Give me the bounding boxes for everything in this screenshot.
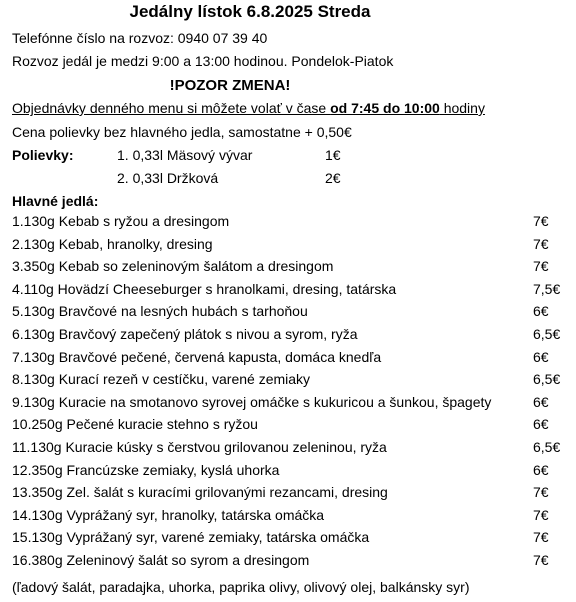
order-line-suffix: hodiny — [439, 100, 485, 116]
menu-item-name: 4.110g Hovädzí Cheeseburger s hranolkami, dresing, tatárska — [12, 280, 397, 297]
menu-item — [12, 394, 560, 416]
menu-item — [12, 349, 560, 371]
menu-item — [12, 236, 560, 258]
change-alert: !POZOR ZMENA! — [169, 77, 291, 94]
menu-item-price: 6€ — [533, 461, 549, 478]
main-dishes-label: Hlavné jedlá: — [12, 193, 99, 209]
order-line-time: od 7:45 do 10:00 — [330, 100, 440, 116]
menu-item-price: 7€ — [533, 484, 549, 501]
menu-item-price: 6,5€ — [533, 371, 561, 388]
menu-item-price: 6€ — [533, 303, 549, 320]
menu-item-name: 15.130g Vyprážaný syr, varené zemiaky, tatárska omáčka — [12, 529, 370, 546]
menu-item — [12, 462, 560, 484]
menu-item-price: 6,5€ — [533, 439, 561, 455]
menu-item — [12, 326, 560, 348]
menu-item-name: 12.350g Francúzske zemiaky, kyslá uhorka — [12, 461, 280, 478]
menu-item — [12, 213, 560, 235]
menu-item-name: 6.130g Bravčový zapečený plátok s nivou a syrom, ryža — [12, 326, 358, 342]
soup-item-price: 1€ — [325, 147, 341, 163]
menu-item — [12, 416, 560, 438]
menu-item-name: 9.130g Kuracie na smotanovo syrovej omáčke s kukuricou a šunkou, špagety — [12, 393, 492, 410]
order-line — [12, 100, 485, 116]
soups-label: Polievky: — [12, 147, 74, 163]
menu-item — [12, 507, 560, 529]
menu-item-price: 6€ — [533, 348, 549, 365]
menu-item-price: 6€ — [533, 416, 549, 433]
menu-item-price: 7€ — [533, 506, 549, 523]
menu-item-name: 14.130g Vyprážaný syr, hranolky, tatárska omáčka — [12, 506, 325, 523]
menu-item-price: 7€ — [533, 213, 549, 229]
delivery-line: Rozvoz jedál je medzi 9:00 a 13:00 hodinou. Pondelok-Piatok — [12, 53, 394, 69]
menu-item-name: 2.130g Kebab, hranolky, dresing — [12, 235, 213, 252]
phone-line: Telefónne číslo na rozvoz: 0940 07 39 40 — [12, 30, 268, 46]
soup-item-name: 1. 0,33l Mäsový vývar — [117, 147, 253, 163]
menu-item-name: 10.250g Pečené kuracie stehno s ryžou — [12, 416, 258, 433]
order-line-prefix: Objednávky denného menu si môžete volať v čase — [12, 100, 331, 116]
menu-item-price: 7€ — [533, 235, 549, 252]
soup-item-name: 2. 0,33l Držková — [117, 170, 219, 186]
menu-item — [12, 552, 560, 574]
page-title: Jedálny lístok 6.8.2025 Streda — [129, 2, 371, 21]
menu-item — [12, 303, 560, 325]
menu-item-price: 6,5€ — [533, 326, 561, 342]
menu-item-name: 16.380g Zeleninový šalát so syrom a dresingom — [12, 552, 310, 568]
footnote: (ľadový šalát, paradajka, uhorka, paprika olivy, olivový olej, balkánsky syr) — [12, 579, 470, 595]
menu-item-price: 7€ — [533, 258, 549, 275]
menu-item — [12, 258, 560, 280]
menu-item-name: 5.130g Bravčové na lesných hubách s tarhoňou — [12, 303, 308, 320]
soup-item-price: 2€ — [325, 170, 341, 186]
menu-item — [12, 281, 560, 303]
menu-item-name: 8.130g Kurací rezeň v cestíčku, varené zemiaky — [12, 371, 311, 388]
menu-item-name: 1.130g Kebab s ryžou a dresingom — [12, 213, 230, 229]
menu-item — [12, 371, 560, 393]
menu-item-price: 7€ — [533, 529, 549, 546]
menu-item-price: 7,5€ — [533, 280, 561, 297]
menu-item — [12, 439, 560, 461]
menu-item — [12, 484, 560, 506]
menu-item — [12, 529, 560, 551]
menu-item-name: 3.350g Kebab so zeleninovým šalátom a dresingom — [12, 258, 334, 275]
menu-item-name: 11.130g Kuracie kúsky s čerstvou grilovanou zeleninou, ryža — [12, 439, 387, 455]
menu-item-price: 6€ — [533, 393, 549, 410]
menu-item-name: 13.350g Zel. šalát s kuracími grilovanými rezancami, dresing — [12, 484, 388, 501]
soup-price-line: Cena polievky bez hlavného jedla, samostatne + 0,50€ — [12, 124, 352, 140]
menu-item-price: 7€ — [533, 552, 549, 568]
menu-item-name: 7.130g Bravčové pečené, červená kapusta, domáca knedľa — [12, 348, 382, 365]
